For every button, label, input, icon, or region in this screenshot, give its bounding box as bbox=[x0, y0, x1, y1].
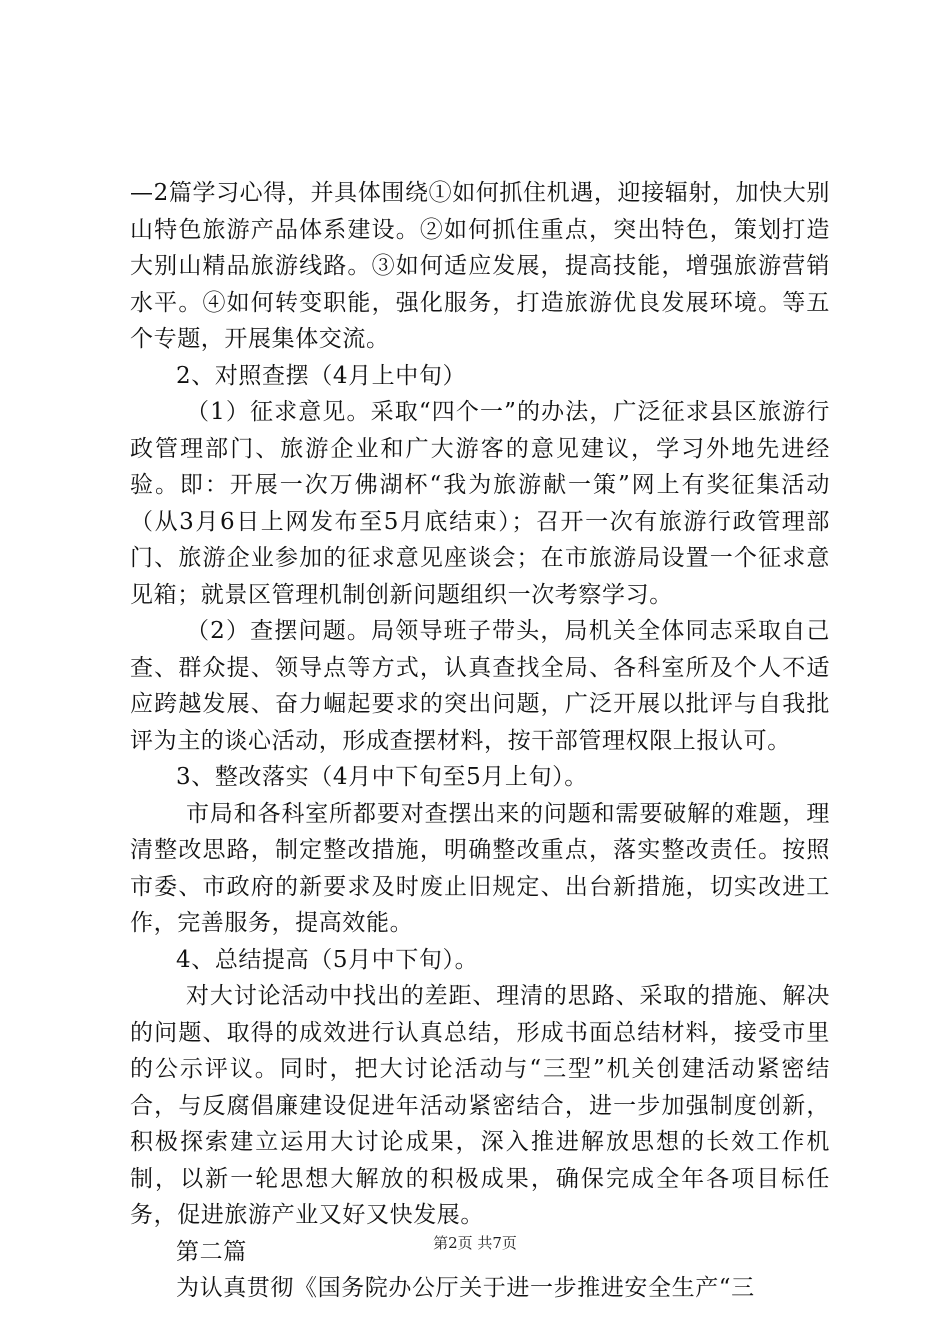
paragraph-solicit-opinions: （1）征求意见。采取“四个一”的办法，广泛征求县区旅游行政管理部门、旅游企业和广大游客的意见建议，学习外地先进经验。即：开展一次万佛湖杯“我为旅游献一策”网上有奖征集活动（从3月6日上网发布至5月底结束）；召开一次有旅游行政管理部门、旅游企业参加的征求意见座谈会；在市旅游局设置一个征求意见箱；就景区管理机制创新问题组织一次考察学习。 bbox=[130, 399, 830, 608]
paragraph-part-two-start: 为认真贯彻《国务院办公厅关于进一步推进安全生产“三 bbox=[176, 1275, 755, 1301]
heading-section-4: 4、总结提高（5月中下旬）。 bbox=[176, 946, 479, 973]
document-body bbox=[130, 175, 830, 1307]
heading-part-two: 第二篇 bbox=[176, 1238, 247, 1265]
paragraph-rectification: 市局和各科室所都要对查摆出来的问题和需要破解的难题，理清整改思路，制定整改措施，明确整改重点，落实整改责任。按照市委、市政府的新要求及时废止旧规定、出台新措施，切实改进工作，完善服务，提高效能。 bbox=[130, 800, 830, 936]
paragraph-find-problems: （2）查摆问题。局领导班子带头，局机关全体同志采取自己查、群众提、领导点等方式，认真查找全局、各科室所及个人不适应跨越发展、奋力崛起要求的突出问题，广泛开展以批评与自我批评为主的谈心活动，形成查摆材料，按干部管理权限上报认可。 bbox=[130, 618, 830, 754]
heading-section-3: 3、整改落实（4月中下旬至5月上旬）。 bbox=[176, 764, 588, 790]
paragraph-continuation: —2篇学习心得，并具体围绕①如何抓住机遇，迎接辐射，加快大别山特色旅游产品体系建设。②如何抓住重点，突出特色，策划打造大别山精品旅游线路。③如何适应发展，提高技能，增强旅游营销水平。④如何转变职能，强化服务，打造旅游优良发展环境。等五个专题，开展集体交流。 bbox=[130, 180, 830, 352]
heading-section-2: 2、对照查摆（4月上中旬） bbox=[176, 362, 467, 389]
paragraph-summary: 对大讨论活动中找出的差距、理清的思路、采取的措施、解决的问题、取得的成效进行认真总结，形成书面总结材料，接受市里的公示评议。同时，把大讨论活动与“三型”机关创建活动紧密结合，与反腐倡廉建设促进年活动紧密结合，进一步加强制度创新，积极探索建立运用大讨论成果，深入推进解放思想的长效工作机制，以新一轮思想大解放的积极成果，确保完成全年各项目标任务，促进旅游产业又好又快发展。 bbox=[130, 983, 830, 1228]
page-number-footer: 第2页 共7页 bbox=[433, 1234, 517, 1252]
